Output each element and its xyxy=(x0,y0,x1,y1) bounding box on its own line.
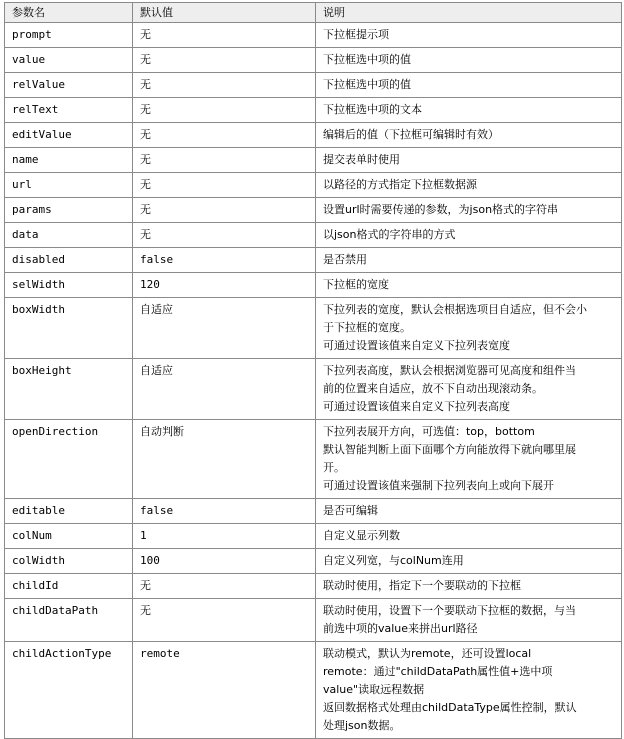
description-line: 下拉框选中项的文本 xyxy=(323,103,422,116)
param-name-cell: colNum xyxy=(5,524,133,549)
param-name-cell: data xyxy=(5,223,133,248)
param-name-cell: childActionType xyxy=(5,642,133,739)
default-value-cell: 100 xyxy=(133,549,316,574)
description-line: 编辑后的值（下拉框可编辑时有效） xyxy=(323,128,499,141)
description-line: 下拉列表高度，默认会根据浏览器可见高度和组件当 xyxy=(323,364,576,377)
default-value-cell: 120 xyxy=(133,273,316,298)
description-line: 默认智能判断上面下面哪个方向能放得下就向哪里展 xyxy=(323,443,576,456)
description-line: 以路径的方式指定下拉框数据源 xyxy=(323,178,477,191)
table-row xyxy=(5,223,622,248)
description-line: 联动模式，默认为remote，还可设置local xyxy=(323,647,532,660)
table-row xyxy=(5,273,622,298)
description-cell xyxy=(316,173,622,198)
table-row xyxy=(5,359,622,420)
param-name-cell: params xyxy=(5,198,133,223)
description-line: 可通过设置该值来自定义下拉列表宽度 xyxy=(323,339,510,352)
description-line: 下拉列表展开方向，可选值：top，bottom xyxy=(323,425,535,438)
description-line: 提交表单时使用 xyxy=(323,153,400,166)
default-value-cell: false xyxy=(133,499,316,524)
table-row xyxy=(5,420,622,499)
table-row xyxy=(5,524,622,549)
param-name-cell: value xyxy=(5,48,133,73)
description-cell xyxy=(316,574,622,599)
table-row xyxy=(5,148,622,173)
param-name-cell: name xyxy=(5,148,133,173)
description-line: 设置url时需要传递的参数，为json格式的字符串 xyxy=(323,203,559,216)
table-row xyxy=(5,98,622,123)
default-value-cell: 无 xyxy=(133,574,316,599)
param-name-cell: url xyxy=(5,173,133,198)
table-row xyxy=(5,549,622,574)
default-value-cell: 无 xyxy=(133,23,316,48)
description-cell xyxy=(316,499,622,524)
default-value-cell: 自适应 xyxy=(133,298,316,359)
header-description: 说明 xyxy=(316,3,622,23)
table-row xyxy=(5,599,622,642)
description-line: 于下拉框的宽度。 xyxy=(323,321,411,334)
table-row xyxy=(5,198,622,223)
default-value-cell: remote xyxy=(133,642,316,739)
param-name-cell: prompt xyxy=(5,23,133,48)
description-cell xyxy=(316,359,622,420)
parameter-table xyxy=(4,2,622,739)
description-line: 自定义显示列数 xyxy=(323,529,400,542)
description-line: 是否禁用 xyxy=(323,253,367,266)
table-row xyxy=(5,123,622,148)
description-cell xyxy=(316,642,622,739)
description-line: 前选中项的value来拼出url路径 xyxy=(323,622,478,635)
default-value-cell: false xyxy=(133,248,316,273)
table-row xyxy=(5,173,622,198)
default-value-cell: 自适应 xyxy=(133,359,316,420)
default-value-cell: 无 xyxy=(133,73,316,98)
default-value-cell: 无 xyxy=(133,198,316,223)
description-cell xyxy=(316,23,622,48)
description-line: 返回数据格式处理由childDataType属性控制，默认 xyxy=(323,701,577,714)
description-cell xyxy=(316,48,622,73)
description-line: 是否可编辑 xyxy=(323,504,378,517)
table-row xyxy=(5,23,622,48)
table-row xyxy=(5,499,622,524)
description-cell xyxy=(316,298,622,359)
param-name-cell: boxHeight xyxy=(5,359,133,420)
param-name-cell: editValue xyxy=(5,123,133,148)
param-name-cell: selWidth xyxy=(5,273,133,298)
description-line: 联动时使用，指定下一个要联动的下拉框 xyxy=(323,579,521,592)
table-row xyxy=(5,574,622,599)
description-cell xyxy=(316,248,622,273)
description-cell xyxy=(316,73,622,98)
default-value-cell: 1 xyxy=(133,524,316,549)
description-line: 自定义列宽，与colNum连用 xyxy=(323,554,464,567)
table-row xyxy=(5,642,622,739)
table-row xyxy=(5,48,622,73)
default-value-cell: 自动判断 xyxy=(133,420,316,499)
description-line: 下拉框选中项的值 xyxy=(323,78,411,91)
description-cell xyxy=(316,223,622,248)
description-line: 前的位置来自适应，放不下自动出现滚动条。 xyxy=(323,382,543,395)
default-value-cell: 无 xyxy=(133,148,316,173)
description-cell xyxy=(316,599,622,642)
param-name-cell: disabled xyxy=(5,248,133,273)
description-cell xyxy=(316,148,622,173)
param-name-cell: openDirection xyxy=(5,420,133,499)
param-name-cell: colWidth xyxy=(5,549,133,574)
param-name-cell: childDataPath xyxy=(5,599,133,642)
description-line: 下拉框提示项 xyxy=(323,28,389,41)
description-cell xyxy=(316,420,622,499)
default-value-cell: 无 xyxy=(133,173,316,198)
description-line: value"读取远程数据 xyxy=(323,683,425,696)
param-name-cell: relText xyxy=(5,98,133,123)
description-cell xyxy=(316,198,622,223)
table-body xyxy=(5,23,622,739)
default-value-cell: 无 xyxy=(133,48,316,73)
description-line: 处理json数据。 xyxy=(323,719,401,732)
description-line: 联动时使用，设置下一个要联动下拉框的数据，与当 xyxy=(323,604,576,617)
table-row xyxy=(5,73,622,98)
description-cell xyxy=(316,273,622,298)
param-name-cell: boxWidth xyxy=(5,298,133,359)
param-name-cell: editable xyxy=(5,499,133,524)
header-row xyxy=(5,3,622,23)
description-line: 下拉列表的宽度，默认会根据选项目自适应，但不会小 xyxy=(323,303,587,316)
default-value-cell: 无 xyxy=(133,123,316,148)
description-line: 可通过设置该值来自定义下拉列表高度 xyxy=(323,400,510,413)
param-name-cell: relValue xyxy=(5,73,133,98)
description-line: 可通过设置该值来强制下拉列表向上或向下展开 xyxy=(323,479,554,492)
header-default-value: 默认值 xyxy=(133,3,316,23)
header-param-name: 参数名 xyxy=(5,3,133,23)
default-value-cell: 无 xyxy=(133,98,316,123)
table-row xyxy=(5,248,622,273)
description-cell xyxy=(316,549,622,574)
default-value-cell: 无 xyxy=(133,223,316,248)
description-line: 下拉框选中项的值 xyxy=(323,53,411,66)
table-row xyxy=(5,298,622,359)
description-line: 下拉框的宽度 xyxy=(323,278,389,291)
description-cell xyxy=(316,123,622,148)
description-line: 以json格式的字符串的方式 xyxy=(323,228,456,241)
description-cell xyxy=(316,98,622,123)
default-value-cell: 无 xyxy=(133,599,316,642)
description-line: remote：通过"childDataPath属性值+选中项 xyxy=(323,665,553,678)
param-name-cell: childId xyxy=(5,574,133,599)
description-cell xyxy=(316,524,622,549)
description-line: 开。 xyxy=(323,461,345,474)
